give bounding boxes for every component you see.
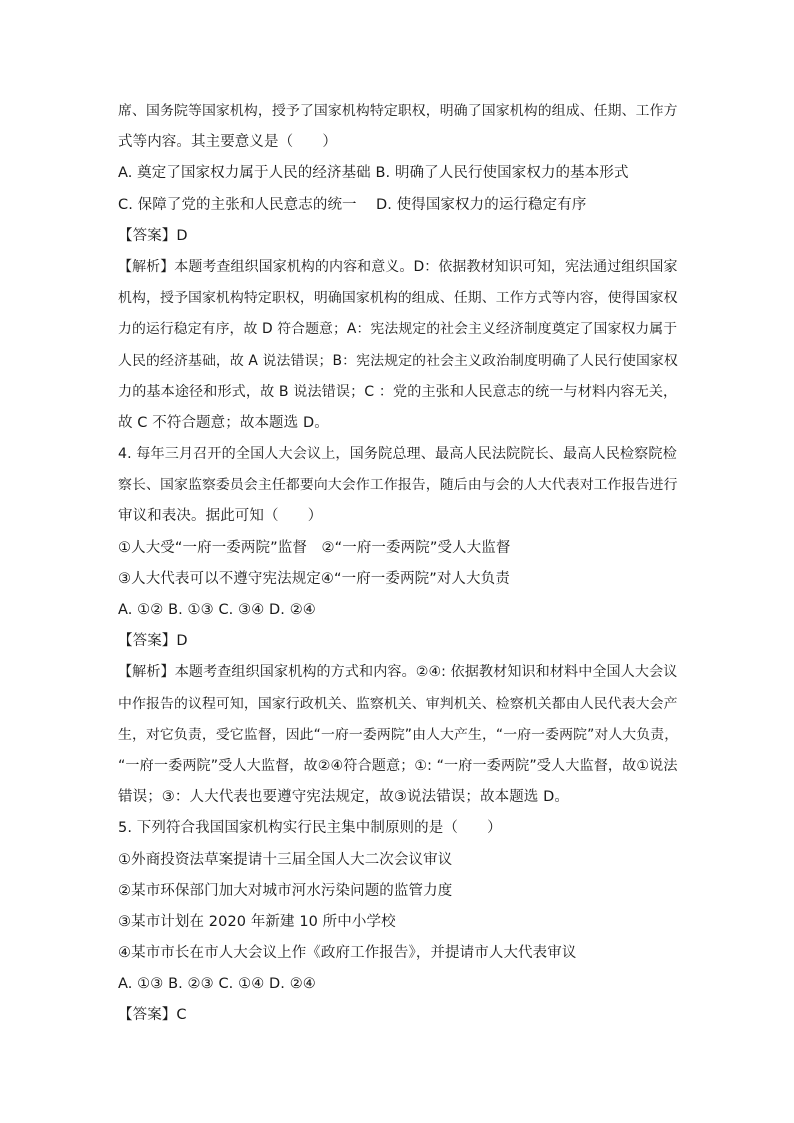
question-3-analysis-line-4: 人民的经济基础，故 A 说法错误；B：宪法规定的社会主义政治制度明确了人民行使国家权	[118, 352, 678, 369]
question-4-statements-34: ③人大代表可以不遵守宪法规定④“一府一委两院”对人大负责	[118, 570, 510, 587]
question-4-options: A. ①② B. ①③ C. ③④ D. ②④	[118, 602, 316, 618]
question-4-analysis-line-5: 错误；③：人大代表也要遵守宪法规定，故③说法错误；故本题选 D。	[118, 789, 569, 806]
question-3-analysis-line-2: 机构，授予国家机构特定职权，明确国家机构的组成、任期、工作方式等内容，使得国家权	[118, 290, 678, 307]
document-page	[118, 96, 678, 1032]
question-4-answer: 【答案】D	[118, 633, 188, 650]
question-3-analysis-line-1: 【解析】本题考查组织国家机构的内容和意义。D：依据教材知识可知，宪法通过组织国家	[118, 258, 678, 275]
question-5-statement-4: ④某市市长在市人大会议上作《政府工作报告》，并提请市人大代表审议	[118, 945, 577, 962]
question-4-analysis-line-2: 中作报告的议程可知，国家行政机关、监察机关、审判机关、检察机关都由人民代表大会产	[118, 695, 678, 712]
question-3-options-ab: A. 奠定了国家权力属于人民的经济基础 B. 明确了人民行使国家权力的基本形式	[118, 165, 629, 182]
question-4-stem-line-1: 4. 每年三月召开的全国人大会议上，国务院总理、最高人民法院院长、最高人民检察院检	[118, 446, 677, 463]
question-4-analysis-line-1: 【解析】本题考查组织国家机构的方式和内容。②④: 依据教材知识和材料中全国人大会议	[118, 664, 678, 681]
question-4-analysis-line-4: “一府一委两院”受人大监督，故②④符合题意；①: “一府一委两院”受人大监督，故①说法	[118, 757, 678, 774]
question-5-statement-1: ①外商投资法草案提请十三届全国人大二次会议审议	[118, 851, 453, 868]
question-5-stem: 5. 下列符合我国国家机构实行民主集中制原则的是（ ）	[118, 820, 502, 837]
question-3-analysis-line-3: 力的运行稳定有序，故 D 符合题意；A：宪法规定的社会主义经济制度奠定了国家权力属于	[118, 321, 678, 338]
question-3-analysis-line-6: 故 C 不符合题意；故本题选 D。	[118, 414, 329, 431]
question-4-analysis-line-3: 生，对它负责，受它监督，因此“一府一委两院”由人大产生，“一府一委两院”对人大负责，	[118, 726, 679, 743]
question-4-stem-line-2: 察长、国家监察委员会主任都要向大会作工作报告，随后由与会的人大代表对工作报告进行	[118, 477, 678, 494]
question-5-statement-2: ②某市环保部门加大对城市河水污染问题的监管力度	[118, 882, 453, 899]
question-3-analysis-line-5: 力的基本途径和形式，故 B 说法错误；C ：党的主张和人民意志的统一与材料内容无关，	[118, 383, 678, 400]
question-3-stem-line-1: 席、国务院等国家机构，授予了国家机构特定职权，明确了国家机构的组成、任期、工作方	[118, 103, 678, 119]
question-4-statements-12: ①人大受“一府一委两院”监督 ②“一府一委两院”受人大监督	[118, 539, 511, 556]
question-5-answer: 【答案】C	[118, 1007, 187, 1024]
question-4-stem-line-3: 审议和表决。据此可知（ ）	[118, 508, 323, 525]
question-3-stem-line-2: 式等内容。其主要意义是（ ）	[118, 134, 337, 151]
question-3-options-cd: C. 保障了党的主张和人民意志的统一 D. 使得国家权力的运行稳定有序	[118, 196, 587, 213]
question-3-answer: 【答案】D	[118, 227, 188, 244]
question-5-statement-3: ③某市计划在 2020 年新建 10 所中小学校	[118, 913, 396, 930]
question-5-options: A. ①③ B. ②③ C. ①④ D. ②④	[118, 976, 316, 993]
